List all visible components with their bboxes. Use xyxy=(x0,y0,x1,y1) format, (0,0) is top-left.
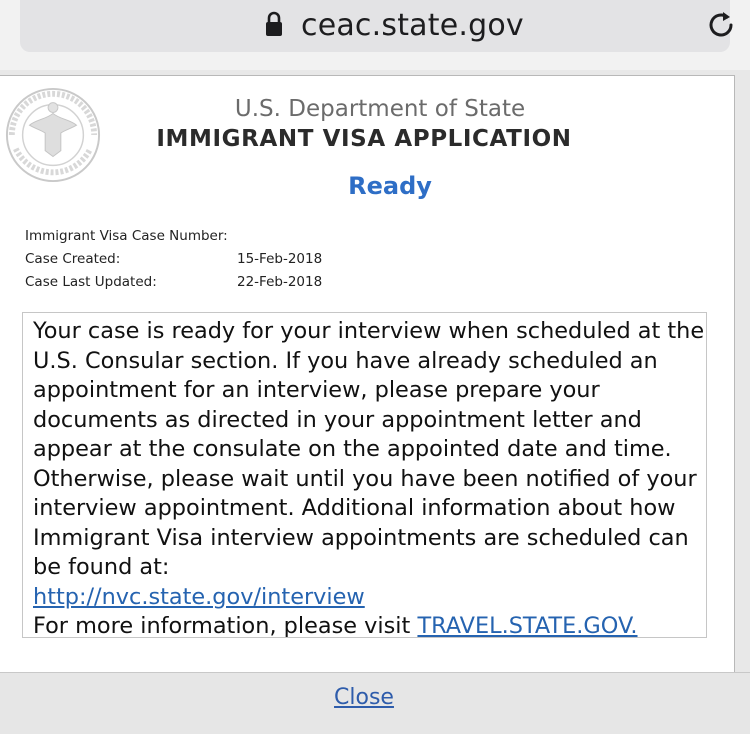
dialog-footer xyxy=(0,672,750,734)
status-badge: Ready xyxy=(348,172,432,200)
close-button[interactable]: Close xyxy=(334,685,394,710)
status-message-box xyxy=(22,312,707,638)
case-updated-label: Case Last Updated: xyxy=(25,274,157,290)
case-updated-value: 22-Feb-2018 xyxy=(237,274,323,290)
travel-state-gov-link[interactable]: TRAVEL.STATE.GOV. xyxy=(417,613,638,638)
case-number-label: Immigrant Visa Case Number: xyxy=(25,228,228,244)
address-bar[interactable] xyxy=(20,0,730,52)
reload-icon[interactable] xyxy=(704,8,738,42)
application-title: IMMIGRANT VISA APPLICATION xyxy=(156,126,572,152)
more-info-text: For more information, please visit xyxy=(33,613,418,638)
case-created-label: Case Created: xyxy=(25,251,121,267)
browser-toolbar xyxy=(0,0,750,70)
lock-icon xyxy=(264,10,284,38)
status-message xyxy=(33,317,705,638)
case-status-dialog xyxy=(0,75,735,673)
url-text[interactable]: ceac.state.gov xyxy=(301,8,524,43)
case-created-value: 15-Feb-2018 xyxy=(237,251,323,267)
department-name: U.S. Department of State xyxy=(234,96,526,122)
status-message-body: Your case is ready for your interview when scheduled at the U.S. Consular section. If you have already scheduled an appointment for an interview, please prepare your documents as directed in your appointment letter and appear at the consulate on the appointed date and time. Otherwise, please wait until you have been notified of your interview appointment. Additional information about how Immigrant Visa interview appointments are scheduled can be found at: xyxy=(33,318,705,580)
interview-info-link[interactable]: http://nvc.state.gov/interview xyxy=(33,583,365,610)
